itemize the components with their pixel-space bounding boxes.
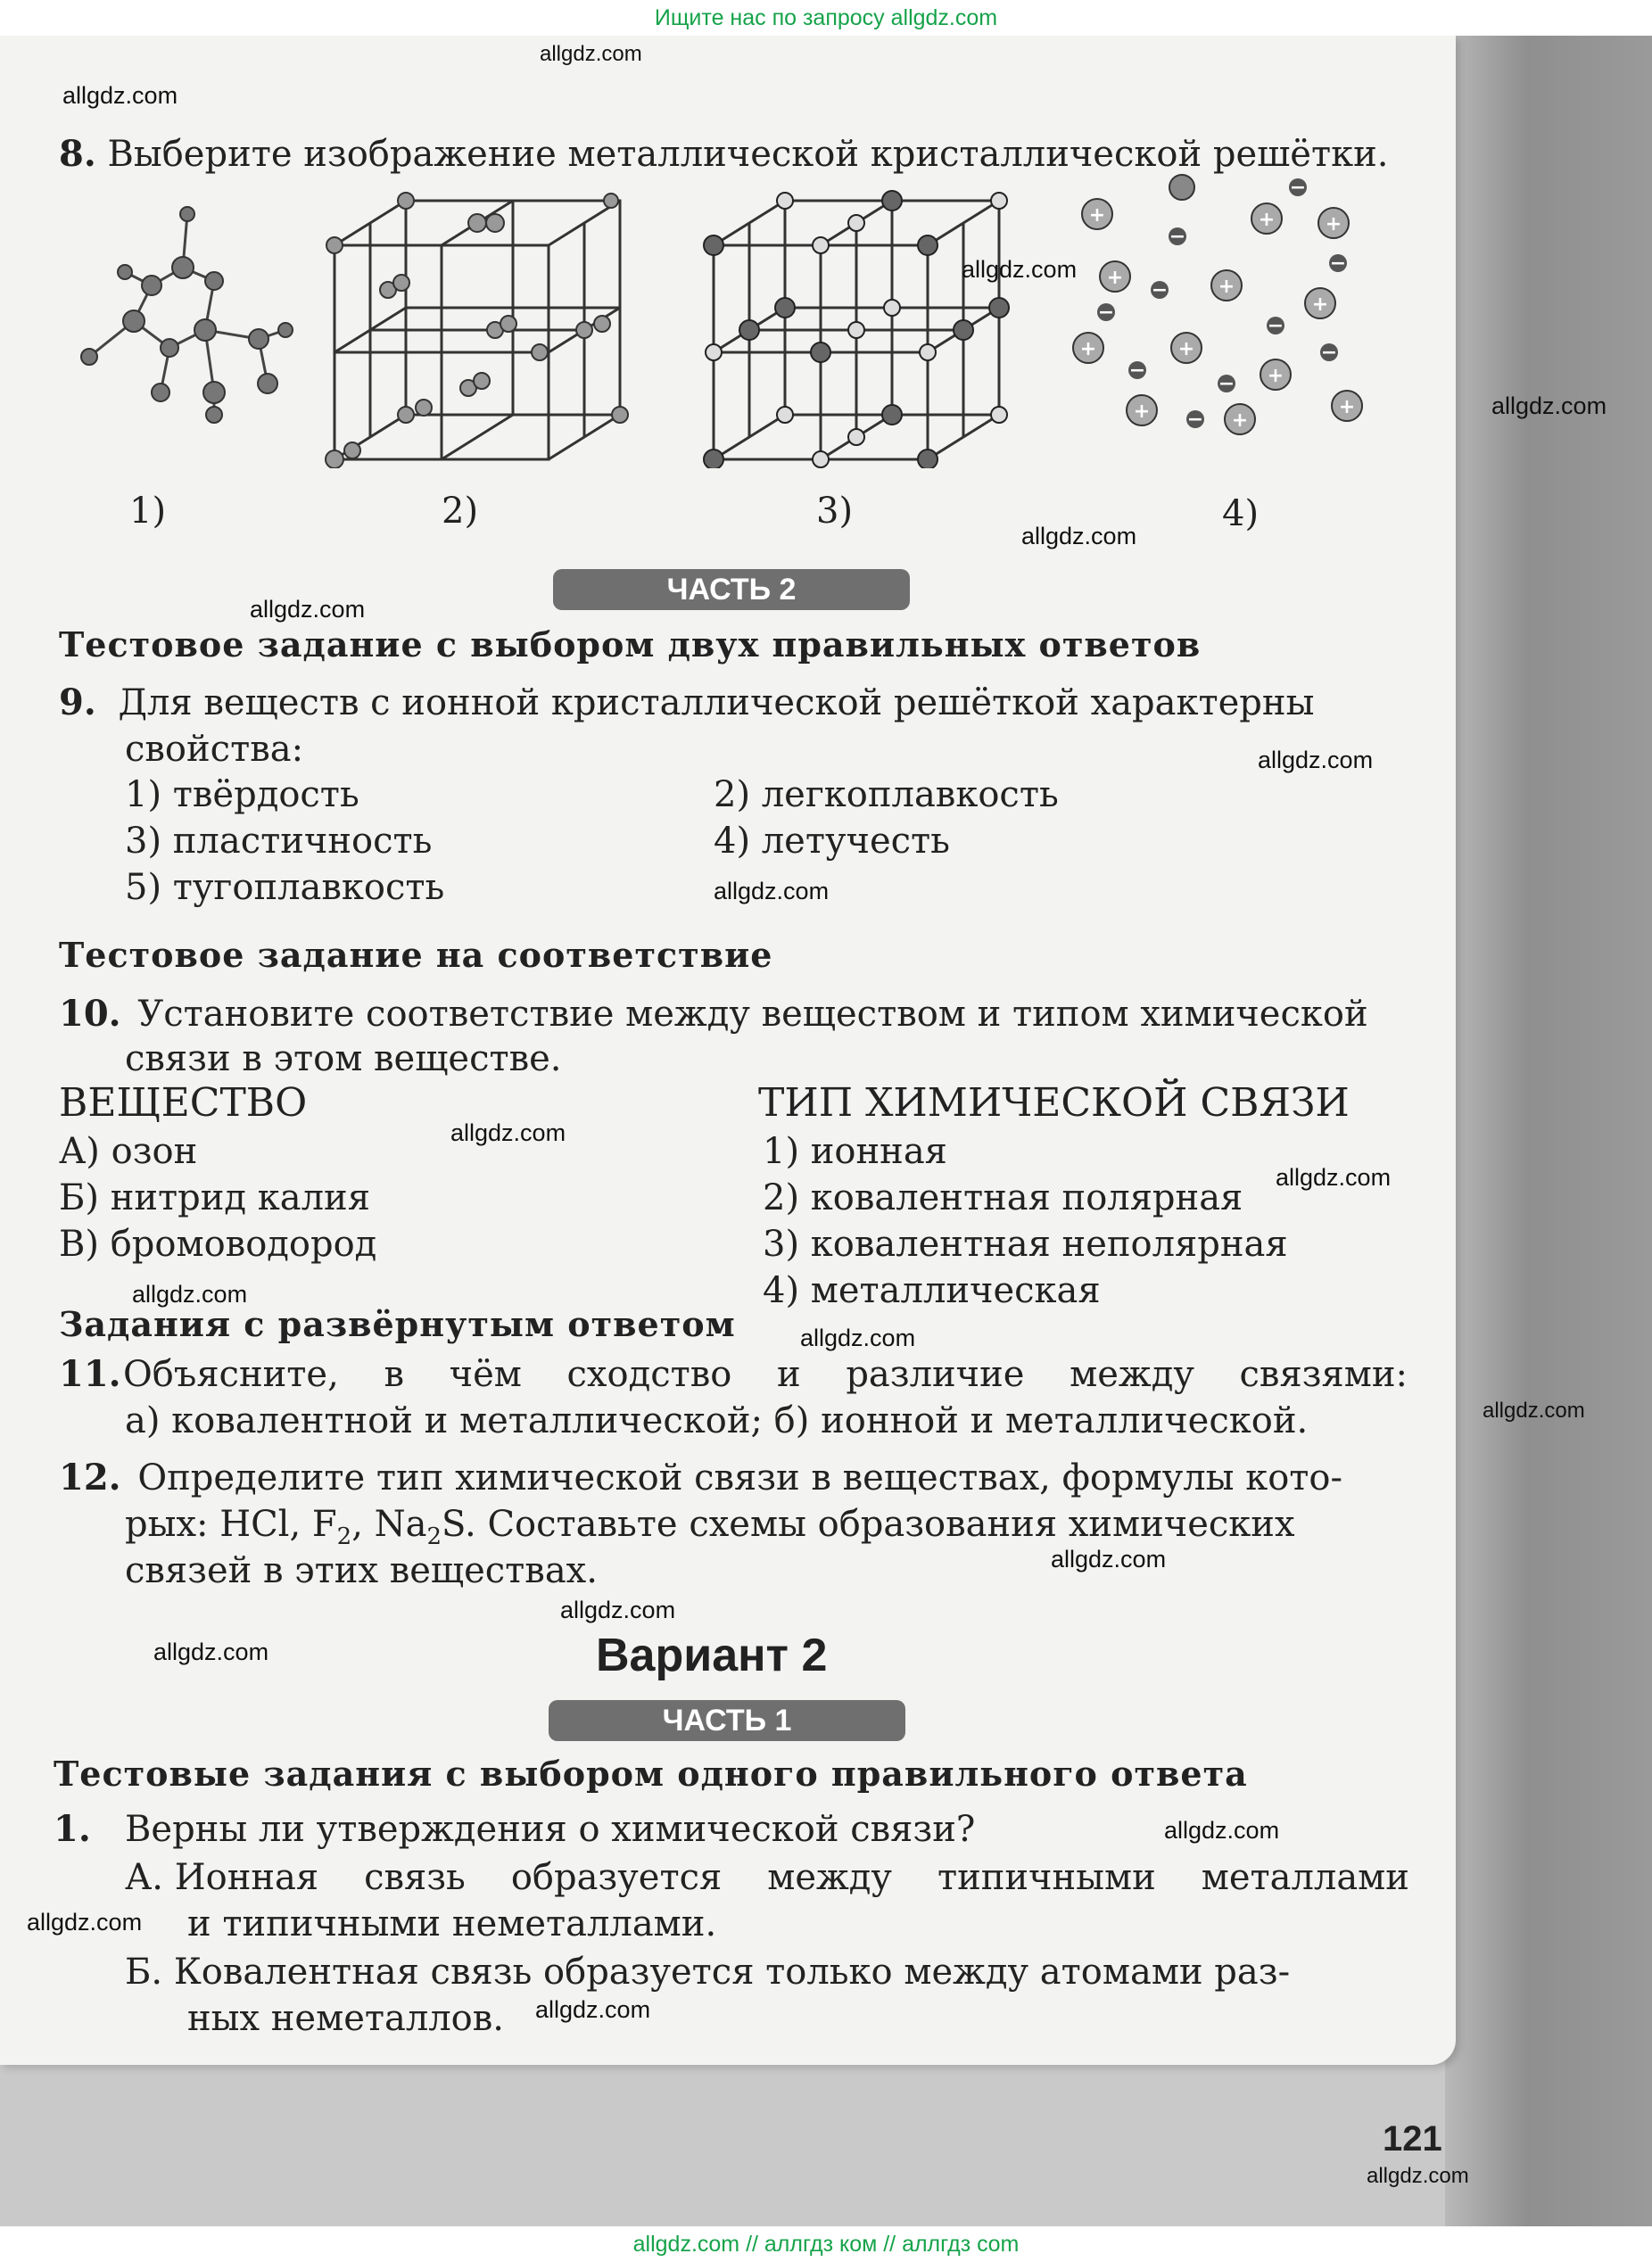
svg-text:−: − [1097, 301, 1115, 324]
watermark: allgdz.com [714, 878, 830, 904]
svg-text:−: − [1218, 373, 1235, 395]
svg-text:−: − [1186, 409, 1204, 431]
watermark: allgdz.com [540, 42, 642, 66]
watermark: allgdz.com [153, 1639, 269, 1665]
q1-statement-b-line-1: Б. Ковалентная связь образуется только между атомами раз- [125, 1952, 1291, 1993]
q9-option-3: 3) пластичность [125, 821, 433, 862]
q9-option-1: 1) твёрдость [125, 774, 359, 815]
watermark: allgdz.com [1164, 1817, 1280, 1844]
svg-text:+: + [1325, 213, 1342, 235]
q9-option-4: 4) летучесть [714, 821, 950, 862]
q1-statement-a-line-2: и типичными неметаллами. [187, 1903, 717, 1944]
watermark: allgdz.com [1491, 392, 1607, 419]
svg-text:−: − [1320, 342, 1338, 364]
q10-bond-3: 3) ковалентная неполярная [763, 1224, 1288, 1265]
watermark: allgdz.com [800, 1325, 916, 1351]
q1-statement-b-line-2: ных неметаллов. [187, 1998, 504, 2039]
section-one-answer: Тестовые задания с выбором одного правильного ответа [54, 1754, 1248, 1794]
q10-bond-1: 1) ионная [763, 1131, 947, 1172]
q11-word: между [1070, 1354, 1194, 1395]
svg-text:−: − [1289, 177, 1307, 199]
q9-line-2: свойства: [125, 729, 304, 770]
part-2-band: ЧАСТЬ 2 [553, 569, 910, 610]
watermark: allgdz.com [1051, 1546, 1167, 1573]
svg-text:+: + [1133, 400, 1151, 423]
q11-line-1 [123, 1352, 1408, 1397]
q10-left-heading: ВЕЩЕСТВО [59, 1080, 308, 1126]
svg-text:−: − [1329, 252, 1347, 275]
q9-option-2: 2) легкоплавкость [714, 774, 1059, 815]
q10-bond-2: 2) ковалентная полярная [763, 1177, 1243, 1218]
svg-text:+: + [1079, 338, 1097, 360]
watermark: allgdz.com [1276, 1164, 1392, 1191]
q11-word: различие [846, 1354, 1025, 1395]
q10-line-1 [59, 992, 1368, 1036]
q10-line-2: связи в этом веществе. [125, 1038, 562, 1079]
q11-word: в [384, 1354, 404, 1395]
watermark: allgdz.com [535, 1996, 651, 2023]
fig-label-4: 4) [1222, 493, 1260, 534]
q12-line-2: рых: HCl, $F_2$, $Na_2S$. Составьте схемы образования химических [125, 1504, 1295, 1550]
watermark: allgdz.com [27, 1909, 143, 1936]
q11-line-2: а) ковалентной и металлической; б) ионной и металлической. [125, 1400, 1309, 1441]
q11-word: связями: [1239, 1354, 1408, 1395]
q12-number: 12. [59, 1457, 121, 1498]
svg-text:−: − [1267, 315, 1284, 337]
top-banner[interactable]: Ищите нас по запросу allgdz.com [0, 0, 1652, 36]
section-match: Тестовое задание на соответствие [59, 935, 773, 975]
q12-text: Определите тип химической связи в веществах, формулы кото- [137, 1457, 1342, 1498]
page-number: 121 [1383, 2119, 1442, 2159]
q10-substance-b: Б) нитрид калия [59, 1177, 370, 1218]
watermark: allgdz.com [962, 256, 1078, 283]
svg-text:−: − [1151, 279, 1169, 301]
q10-bond-4: 4) металлическая [763, 1270, 1101, 1311]
q10-text: Установите соответствие между веществом и типом химической [137, 994, 1368, 1035]
q8-number: 8. [59, 133, 96, 175]
q11-word: чём [449, 1354, 522, 1395]
q10-substance-c: В) бромоводород [59, 1224, 377, 1265]
q1-text: Верны ли утверждения о химической связи? [125, 1809, 976, 1850]
svg-text:−: − [1128, 359, 1146, 382]
q10-substance-a: А) озон [59, 1131, 198, 1172]
section-two-answers: Тестовое задание с выбором двух правильных ответов [59, 624, 1202, 665]
svg-text:+: + [1338, 396, 1356, 418]
svg-text:+: + [1106, 267, 1124, 289]
watermark: allgdz.com [560, 1597, 676, 1623]
watermark: allgdz.com [1483, 1399, 1585, 1423]
q11-word: Объясните, [123, 1354, 339, 1395]
svg-text:+: + [1311, 293, 1329, 316]
book-edge [1445, 36, 1652, 2262]
q11-number: 11. [59, 1353, 121, 1395]
lattice-figure-1 [71, 187, 303, 428]
q12-line-3: связей в этих веществах. [125, 1550, 598, 1591]
part-1-band: ЧАСТЬ 1 [549, 1700, 905, 1741]
variant-title: Вариант 2 [596, 1630, 828, 1681]
watermark: allgdz.com [450, 1119, 566, 1146]
lattice-figure-3 [696, 183, 1017, 468]
watermark: allgdz.com [132, 1281, 248, 1308]
bottom-banner[interactable]: allgdz.com // аллгдз ком // аллгдз com [0, 2226, 1652, 2262]
lattice-figure-2 [317, 183, 638, 468]
q1-statement-a-line-1: А. Ионная связь образуется между типичными металлами [125, 1857, 1409, 1898]
q9-number: 9. [59, 681, 96, 723]
svg-text:+: + [1231, 409, 1249, 432]
lattice-figure-4 [1061, 169, 1383, 446]
watermark: allgdz.com [1258, 747, 1374, 773]
fig-label-2: 2) [442, 491, 479, 532]
watermark: allgdz.com [62, 82, 178, 109]
q9-line-1 [59, 681, 1314, 725]
svg-text:+: + [1088, 204, 1106, 227]
fig-label-3: 3) [816, 491, 854, 532]
watermark: allgdz.com [1367, 2164, 1469, 2188]
q12-line-1 [59, 1456, 1342, 1500]
svg-text:+: + [1258, 209, 1276, 231]
q9-text: Для веществ с ионной кристаллической решёткой характерны [118, 682, 1315, 723]
svg-text:+: + [1177, 338, 1195, 360]
svg-text:+: + [1218, 276, 1235, 298]
svg-text:−: − [1169, 226, 1186, 248]
q10-right-heading: ТИП ХИМИЧЕСКОЙ СВЯЗИ [758, 1080, 1350, 1126]
watermark: allgdz.com [1021, 523, 1137, 549]
q9-option-5: 5) тугоплавкость [125, 867, 445, 908]
section-extended: Задания с развёрнутым ответом [59, 1304, 736, 1344]
q10-number: 10. [59, 993, 121, 1035]
q11-word: и [777, 1354, 801, 1395]
q11-word: сходство [566, 1354, 732, 1395]
q8-text: Выберите изображение металлической кристаллической решётки. [107, 134, 1389, 175]
watermark: allgdz.com [250, 596, 366, 623]
svg-text:+: + [1267, 365, 1284, 387]
q1-number: 1. [54, 1808, 91, 1850]
fig-label-1: 1) [129, 491, 167, 532]
